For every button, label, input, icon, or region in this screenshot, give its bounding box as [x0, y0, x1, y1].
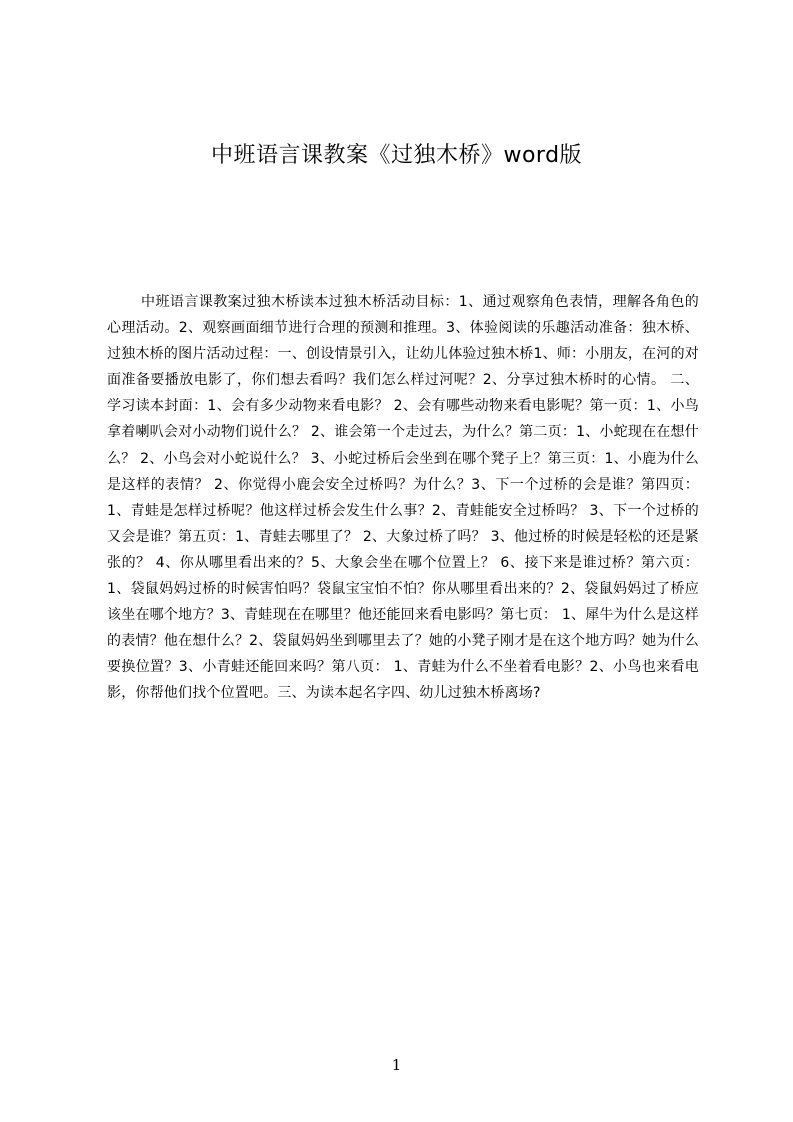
document-body-paragraph: 中班语言课教案过独木桥读本过独木桥活动目标：1、通过观察角色表情，理解各角色的心理活动。2、观察画面细节进行合理的预测和推理。3、体验阅读的乐趣活动准备：独木桥、过独木桥的图片活动过程：一、创设情景引入，让幼儿体验过独木桥1、师：小朋友，在河的对面准备要播放电影了，你们想去看吗？我们怎么样过河呢？2、分享过独木桥时的心情。 二、学习读本封面：1、会有多少动物来看电影？ 2、会有哪些动物来看电影呢？第一页：1、小鸟拿着喇叭会对小动物们说什么？ 2、谁会第一个走过去，为什么？第二页：1、小蛇现在在想什么？ 2、小鸟会对小蛇说什么？ 3、小蛇过桥后会坐到在哪个凳子上？第三页：1、小鹿为什么是这样的表情？ 2、你觉得小鹿会安全过桥吗？为什么？3、下一个过桥的会是谁？第四页： 1、青蛙是怎样过桥呢？他这样过桥会发生什么事？2、青蛙能安全过桥吗？ 3、下一个过桥的又会是谁？第五页：1、青蛙去哪里了？ 2、大象过桥了吗？ 3、他过桥的时候是轻松的还是紧张的？ 4、你从哪里看出来的？5、大象会坐在哪个位置上？ 6、接下来是谁过桥？第六页： 1、袋鼠妈妈过桥的时候害怕吗？袋鼠宝宝怕不怕？你从哪里看出来的？2、袋鼠妈妈过了桥应该坐在哪个地方？3、青蛙现在在哪里？他还能回来看电影吗？第七页： 1、犀牛为什么是这样的表情？他在想什么？2、袋鼠妈妈坐到哪里去了？她的小凳子刚才是在这个地方吗？她为什么要换位置？3、小青蛙还能回来吗？第八页： 1、青蛙为什么不坐着看电影？2、小鸟也来看电影，你帮他们找个位置吧。三、为读本起名字四、幼儿过独木桥离场?	[107, 294, 699, 702]
document-title: 中班语言课教案《过独木桥》word版	[210, 143, 583, 168]
page-number: 1	[391, 1056, 402, 1074]
